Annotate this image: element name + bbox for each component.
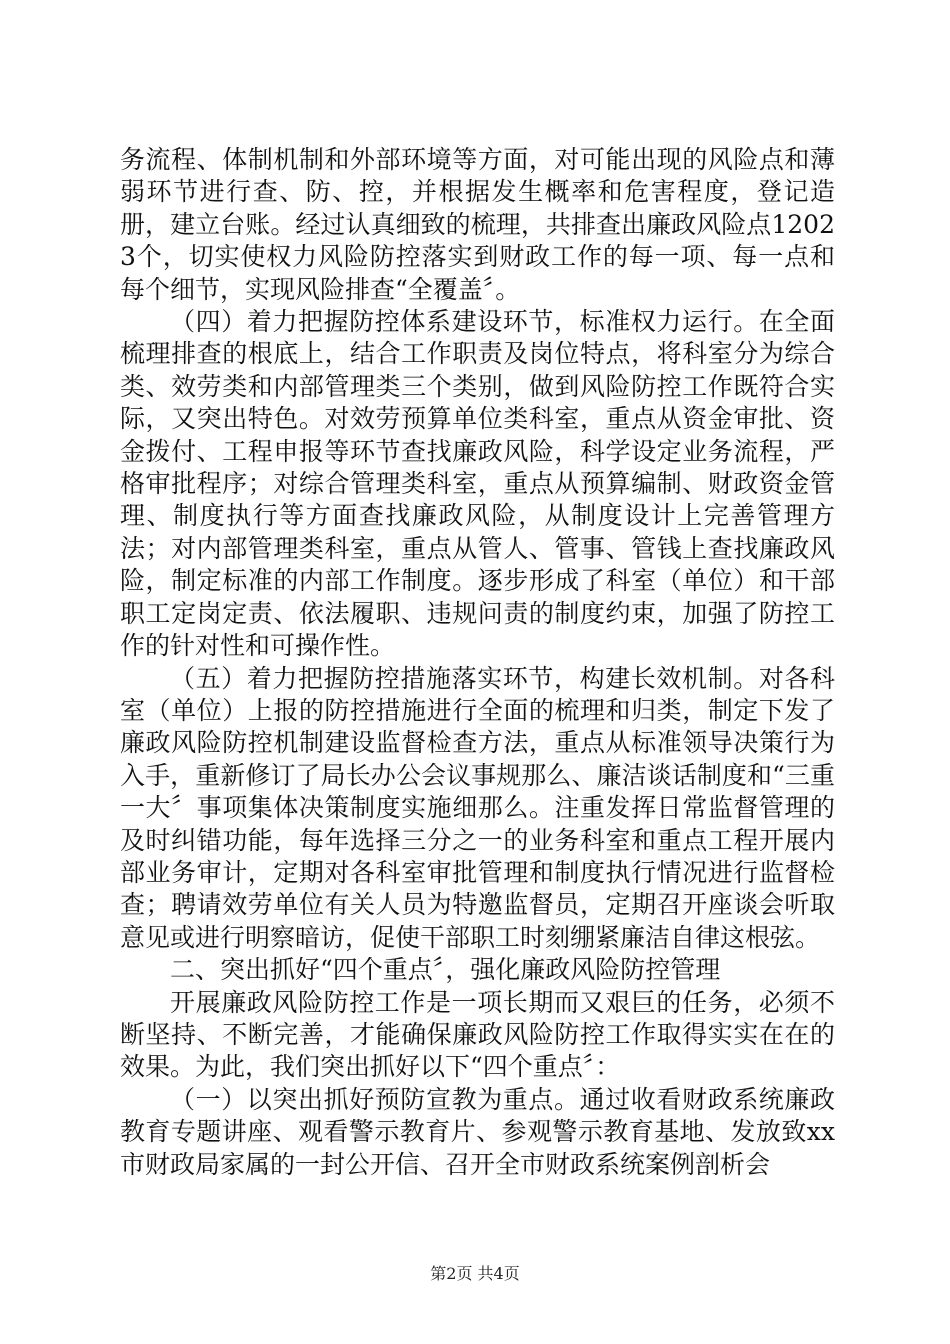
paragraph-continuation: 务流程、体制机制和外部环境等方面，对可能出现的风险点和薄弱环节进行查、防、控，并根据发生概率和危害程度，登记造册，建立台账。经过认真细致的梳理，共排查出廉政风险点12023个，切实使权力风险防控落实到财政工作的每一项、每一点和每个细节，实现风险排查“全覆盖〞。 — [120, 145, 835, 304]
document-body — [120, 144, 835, 1181]
paragraph-section-four: （四）着力把握防控体系建设环节，标准权力运行。在全面梳理排查的根底上，结合工作职责及岗位特点，将科室分为综合类、效劳类和内部管理类三个类别，做到风险防控工作既符合实际，又突出特色。对效劳预算单位类科室，重点从资金审批、资金拨付、工程申报等环节查找廉政风险，科学设定业务流程，严格审批程序；对综合管理类科室，重点从预算编制、财政资金管理、制度执行等方面查找廉政风险，从制度设计上完善管理方法；对内部管理类科室，重点从管人、管事、管钱上查找廉政风险，制定标准的内部工作制度。逐步形成了科室（单位）和干部职工定岗定责、依法履职、违规问责的制度约束，加强了防控工作的针对性和可操作性。 — [120, 307, 835, 661]
page-footer — [0, 1264, 950, 1284]
paragraph-intro-four-focus: 开展廉政风险防控工作是一项长期而又艰巨的任务，必须不断坚持、不断完善，才能确保廉政风险防控工作取得实实在在的效果。为此，我们突出抓好以下“四个重点〞： — [120, 987, 835, 1082]
paragraph-focus-one: （一）以突出抓好预防宣教为重点。通过收看财政系统廉政教育专题讲座、观看警示教育片、参观警示教育基地、发放致xx市财政局家属的一封公开信、召开全市财政系统案例剖析会 — [120, 1084, 835, 1179]
paragraph-section-five: （五）着力把握防控措施落实环节，构建长效机制。对各科室（单位）上报的防控措施进行全面的梳理和归类，制定下发了廉政风险防控机制建设监督检查方法，重点从标准领导决策行为入手，重新修订了局长办公会议事规那么、廉洁谈话制度和“三重一大〞事项集体决策制度实施细那么。注重发挥日常监督管理的及时纠错功能，每年选择三分之一的业务科室和重点工程开展内部业务审计，定期对各科室审批管理和制度执行情况进行监督检查；聘请效劳单位有关人员为特邀监督员，定期召开座谈会听取意见或进行明察暗访，促使干部职工时刻绷紧廉洁自律这根弦。 — [120, 663, 835, 952]
page-number-label: 第2页 共4页 — [430, 1264, 520, 1283]
section-heading-two: 二、突出抓好“四个重点〞，强化廉政风险防控管理 — [170, 955, 721, 985]
